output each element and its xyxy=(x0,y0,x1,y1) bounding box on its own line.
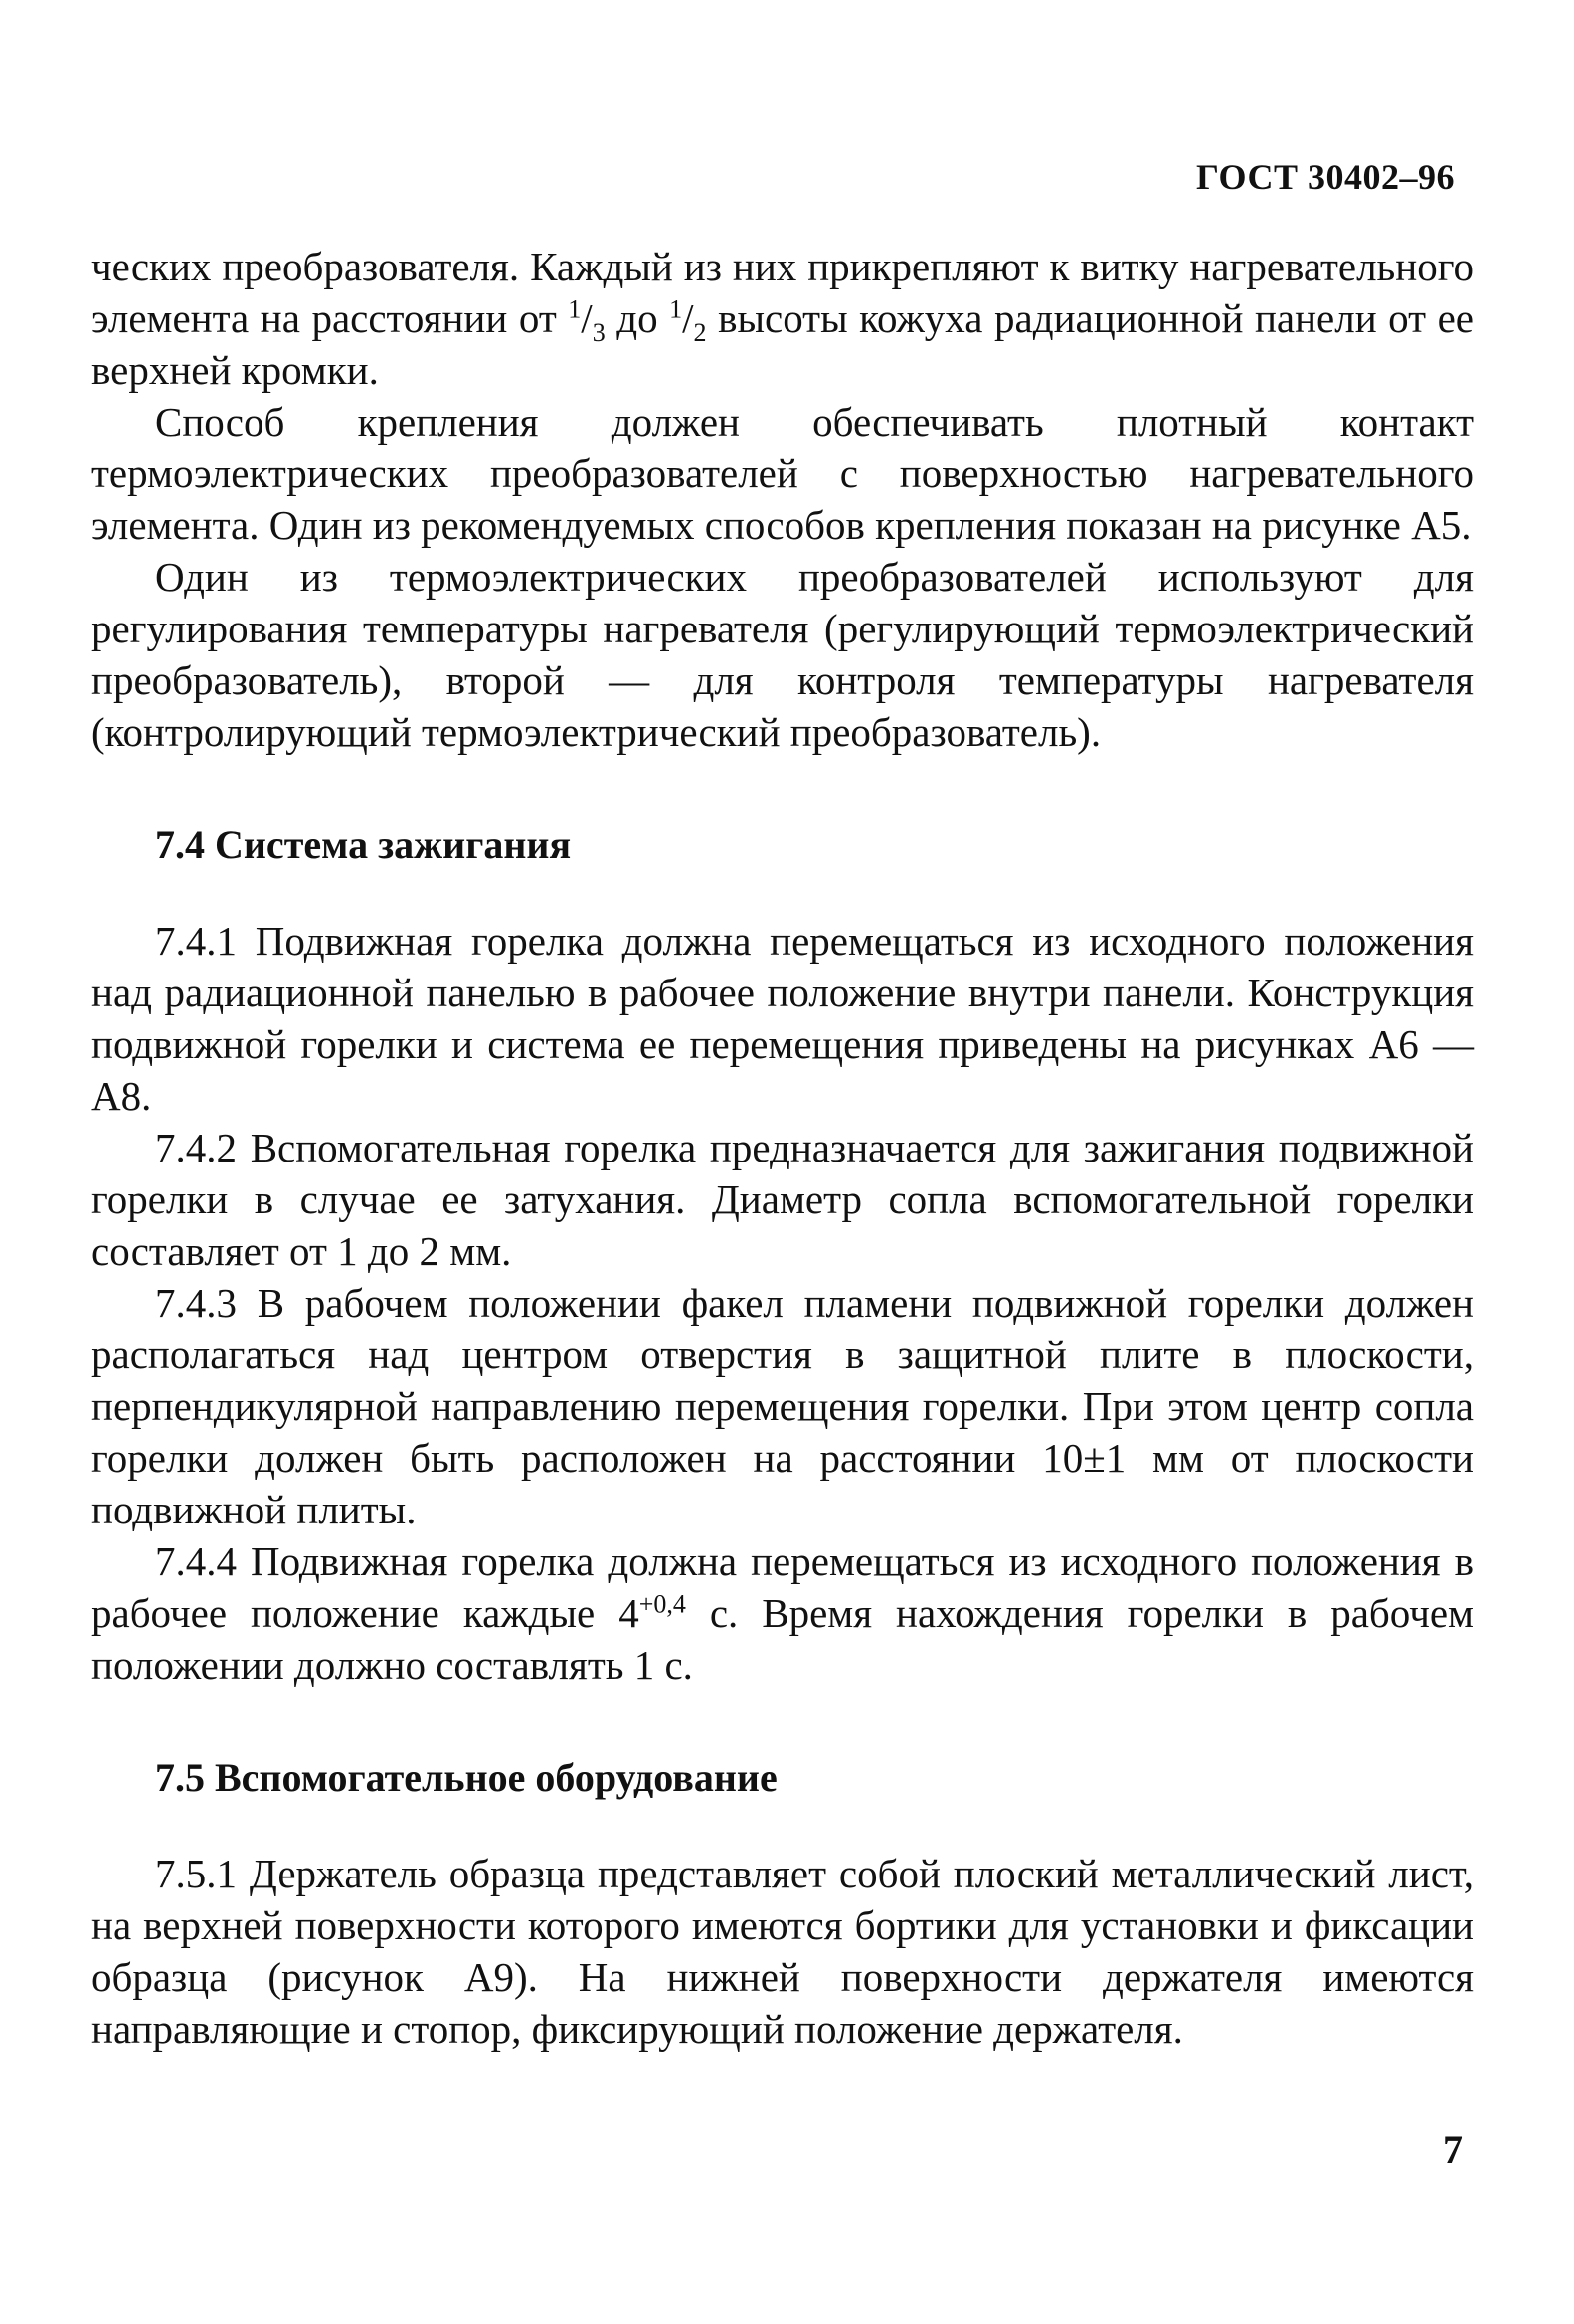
paragraph-continuation: ческих преобразователя. Каждый из них прикрепляют к витку нагревательного элемента на расстоянии от $^1/_3$ до $^1/_2$ высоты кожуха радиационной панели от ее верхней кромки. xyxy=(91,244,1474,393)
paragraph-text: 7.4.4 Подвижная горелка должна перемещаться из исходного положения в рабочее положение каждые 4 xyxy=(91,1538,1474,1636)
standard-header: ГОСТ 30402–96 xyxy=(1196,157,1455,197)
paragraph-text: до xyxy=(605,295,670,341)
paragraph-text: с. Время нахождения горелки в рабочем положении должно составлять 1 с. xyxy=(91,1590,1474,1688)
paragraph-7-5-1: 7.5.1 Держатель образца представляет собой плоский металлический лист, на верхней поверхности которого имеются бортики для установки и фиксации образца (рисунок А9). На нижней поверхности держателя имеются направляющие и стопор, фиксирующий положение держателя. xyxy=(91,1851,1474,2052)
page-number: 7 xyxy=(1443,2127,1463,2172)
paragraph-text: ческих преобразователя. Каждый из них прикрепляют к витку нагревательного элемента на расстоянии от xyxy=(91,244,1474,341)
paragraph-7-4-1: 7.4.1 Подвижная горелка должна перемещаться из исходного положения над радиационной панелью в рабочее положение внутри панели. Конструкция подвижной горелки и система ее перемещения приведены на рисунках А6 — А8. xyxy=(91,918,1474,1119)
paragraph-text: высоты кожуха радиационной панели от ее верхней кромки. xyxy=(91,295,1474,393)
fraction-numerator: 1 xyxy=(669,294,683,324)
tolerance-superscript: +0,4 xyxy=(638,1589,686,1619)
section-heading-7-5: 7.5 Вспомогательное оборудование xyxy=(155,1755,778,1800)
section-heading-7-4: 7.4 Система зажигания xyxy=(155,822,572,867)
paragraph-7-4-4 xyxy=(91,1535,1474,1691)
fraction-denominator: 2 xyxy=(693,318,707,348)
fraction-numerator: 1 xyxy=(568,294,582,324)
paragraph-7-4-3: 7.4.3 В рабочем положении факел пламени подвижной горелки должен располагаться над центром отверстия в защитной плите в плоскости, перпендикулярной направлению перемещения горелки. При этом центр сопла горелки должен быть расположен на расстоянии 10±1 мм от плоскости подвижной плиты. xyxy=(91,1280,1474,1532)
paragraph-thermocouples: Один из термоэлектрических преобразователей используют для регулирования температуры нагревателя (регулирующий термоэлектрический преобразователь), второй — для контроля температуры нагревателя (контролирующий термоэлектрический преобразователь). xyxy=(91,554,1474,755)
fraction-denominator: 3 xyxy=(592,318,606,348)
paragraph-fastening-method: Способ крепления должен обеспечивать плотный контакт термоэлектрических преобразователей с поверхностью нагревательного элемента. Один из рекомендуемых способов крепления показан на рисунке А5. xyxy=(91,399,1474,548)
paragraph-7-4-2: 7.4.2 Вспомогательная горелка предназначается для зажигания подвижной горелки в случае ее затухания. Диаметр сопла вспомогательной горелки составляет от 1 до 2 мм. xyxy=(91,1125,1474,1274)
page-body xyxy=(91,241,1474,2055)
